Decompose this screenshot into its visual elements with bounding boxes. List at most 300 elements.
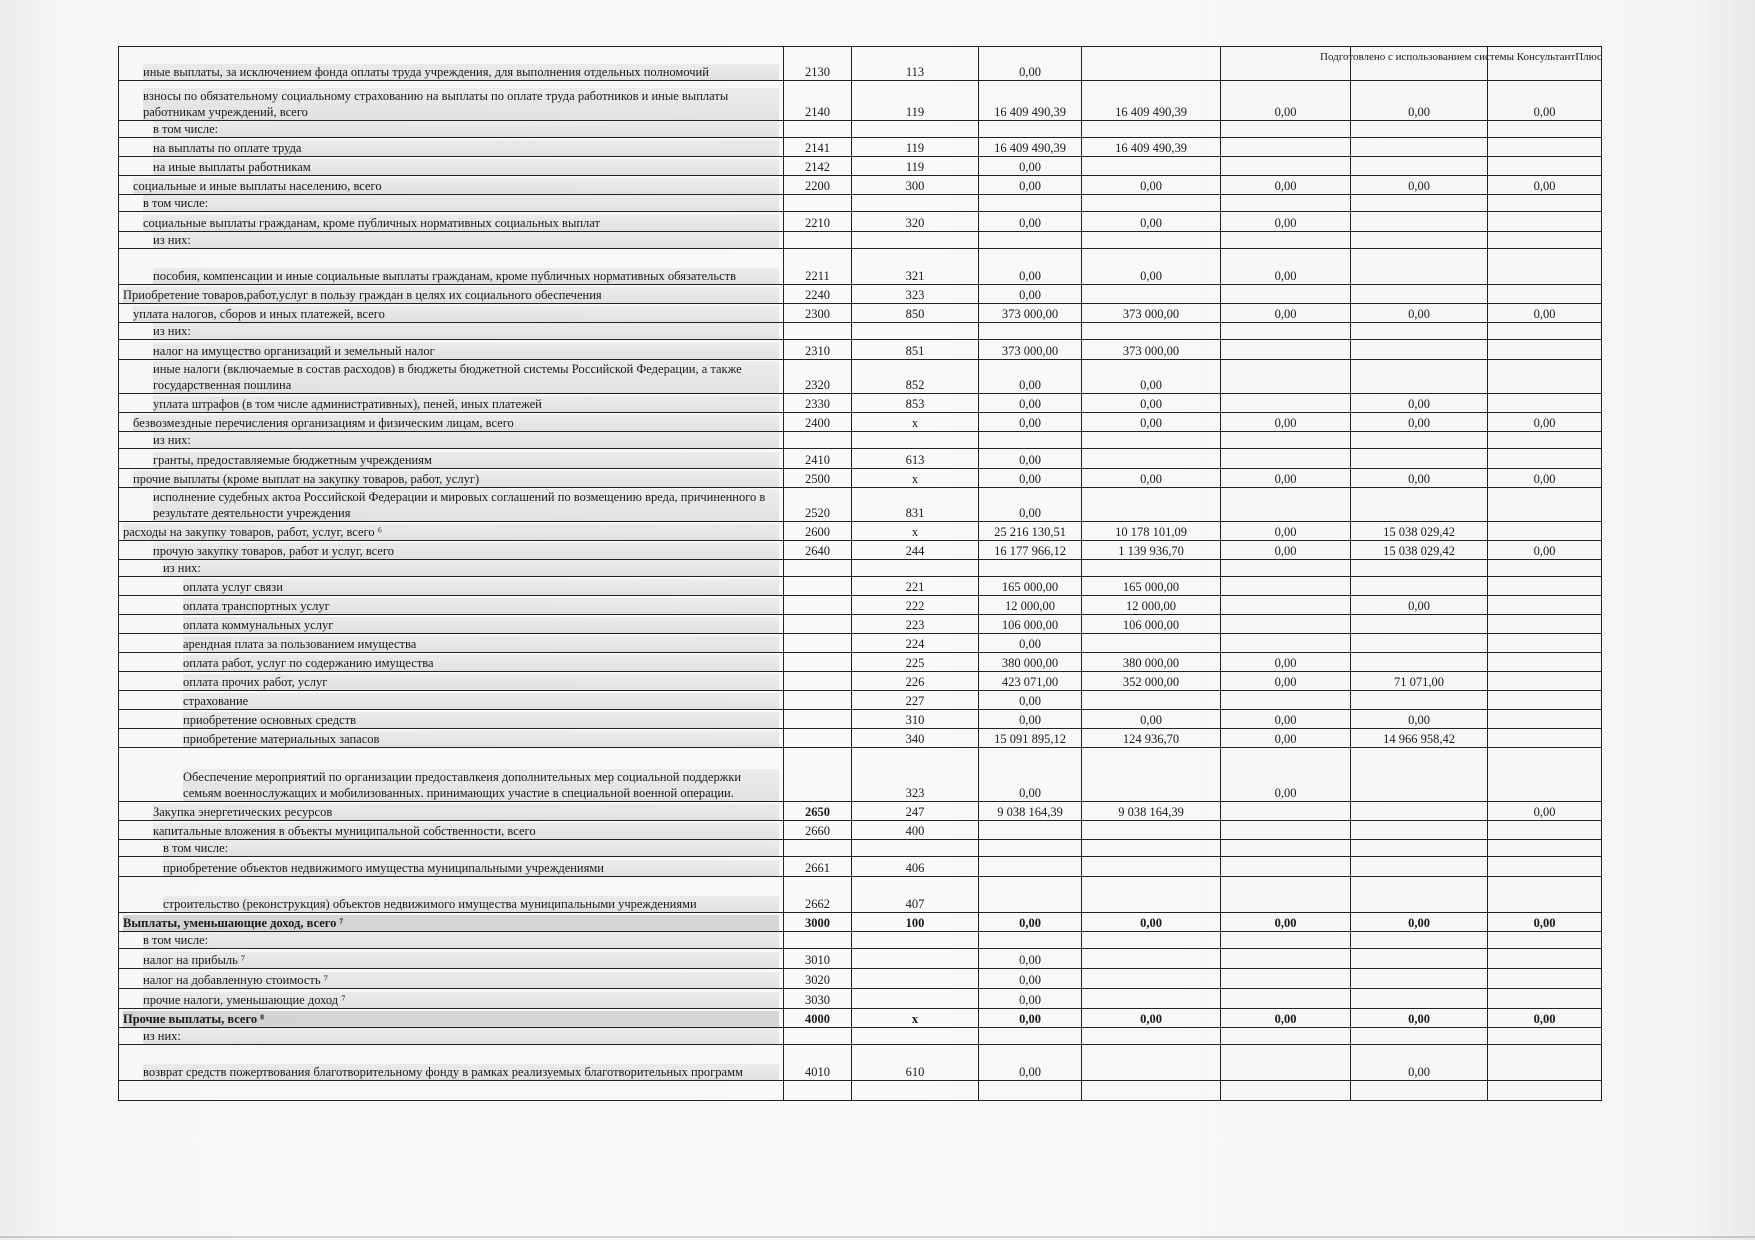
row-value-4 bbox=[1351, 232, 1488, 249]
row-value-1: 0,00 bbox=[979, 748, 1082, 802]
row-value-3 bbox=[1221, 121, 1351, 138]
row-value-5: 0,00 bbox=[1488, 802, 1602, 821]
row-name-cell bbox=[119, 748, 784, 802]
row-code: 2142 bbox=[784, 157, 852, 176]
row-code: 4010 bbox=[784, 1045, 852, 1081]
row-value-2: 352 000,00 bbox=[1082, 672, 1221, 691]
row-kosgu: 227 bbox=[852, 691, 979, 710]
row-value-4: 0,00 bbox=[1351, 394, 1488, 413]
scan-edge-line bbox=[0, 1236, 1755, 1238]
row-value-1 bbox=[979, 932, 1082, 949]
row-value-1: 380 000,00 bbox=[979, 653, 1082, 672]
row-name: прочие налоги, уменьшающие доход ⁷ bbox=[143, 992, 779, 1008]
row-value-4 bbox=[1351, 360, 1488, 394]
row-value-5: 0,00 bbox=[1488, 81, 1602, 121]
row-value-4 bbox=[1351, 488, 1488, 522]
row-value-1: 106 000,00 bbox=[979, 615, 1082, 634]
row-name-cell bbox=[119, 488, 784, 522]
row-value-2: 106 000,00 bbox=[1082, 615, 1221, 634]
table-row bbox=[119, 488, 1602, 522]
row-value-4 bbox=[1351, 840, 1488, 857]
row-name: из них: bbox=[153, 432, 779, 448]
row-value-2 bbox=[1082, 560, 1221, 577]
row-value-3 bbox=[1221, 802, 1351, 821]
row-value-2 bbox=[1082, 969, 1221, 989]
row-value-4: 0,00 bbox=[1351, 304, 1488, 323]
row-value-5 bbox=[1488, 1045, 1602, 1081]
table-row bbox=[119, 969, 1602, 989]
row-code: 2600 bbox=[784, 522, 852, 541]
row-value-2 bbox=[1082, 877, 1221, 913]
row-name: оплата работ, услуг по содержанию имущества bbox=[183, 655, 779, 671]
row-name-cell bbox=[119, 615, 784, 634]
row-code: 3000 bbox=[784, 913, 852, 932]
row-name: иные выплаты, за исключением фонда оплаты труда учреждения, для выполнения отдельных полномочий bbox=[143, 64, 779, 80]
row-value-5 bbox=[1488, 522, 1602, 541]
row-value-2 bbox=[1082, 821, 1221, 840]
row-value-4: 71 071,00 bbox=[1351, 672, 1488, 691]
row-value-4 bbox=[1351, 634, 1488, 653]
row-name-cell bbox=[119, 285, 784, 304]
row-name-cell bbox=[119, 138, 784, 157]
row-value-1 bbox=[979, 232, 1082, 249]
row-value-2 bbox=[1082, 949, 1221, 969]
row-value-3 bbox=[1221, 432, 1351, 449]
row-value-2 bbox=[1082, 1045, 1221, 1081]
row-value-1: 0,00 bbox=[979, 710, 1082, 729]
row-name-cell bbox=[119, 596, 784, 615]
row-name-cell bbox=[119, 81, 784, 121]
row-kosgu: 222 bbox=[852, 596, 979, 615]
row-value-3 bbox=[1221, 969, 1351, 989]
row-value-2 bbox=[1082, 157, 1221, 176]
row-value-3 bbox=[1221, 596, 1351, 615]
table-row bbox=[119, 360, 1602, 394]
row-value-3: 0,00 bbox=[1221, 469, 1351, 488]
table-row bbox=[119, 1009, 1602, 1028]
row-name: в том числе: bbox=[153, 121, 779, 137]
row-value-2: 0,00 bbox=[1082, 176, 1221, 195]
row-value-1: 0,00 bbox=[979, 634, 1082, 653]
row-name-cell bbox=[119, 360, 784, 394]
row-value-2: 373 000,00 bbox=[1082, 304, 1221, 323]
row-kosgu: 850 bbox=[852, 304, 979, 323]
row-value-4 bbox=[1351, 989, 1488, 1009]
row-code bbox=[784, 596, 852, 615]
row-value-2: 380 000,00 bbox=[1082, 653, 1221, 672]
row-value-5 bbox=[1488, 394, 1602, 413]
row-value-4: 0,00 bbox=[1351, 176, 1488, 195]
row-code: 2300 bbox=[784, 304, 852, 323]
row-value-4 bbox=[1351, 121, 1488, 138]
row-value-5 bbox=[1488, 949, 1602, 969]
row-name: гранты, предоставляемые бюджетным учреждениям bbox=[153, 452, 779, 468]
row-code bbox=[784, 932, 852, 949]
row-value-5 bbox=[1488, 577, 1602, 596]
row-value-3 bbox=[1221, 577, 1351, 596]
row-value-5 bbox=[1488, 121, 1602, 138]
row-value-5 bbox=[1488, 729, 1602, 748]
row-value-3: 0,00 bbox=[1221, 1009, 1351, 1028]
row-value-2: 0,00 bbox=[1082, 394, 1221, 413]
row-value-4: 14 966 958,42 bbox=[1351, 729, 1488, 748]
row-name-cell bbox=[119, 232, 784, 249]
row-name-cell bbox=[119, 469, 784, 488]
row-value-1: 373 000,00 bbox=[979, 340, 1082, 360]
row-kosgu: 851 bbox=[852, 340, 979, 360]
row-value-3: 0,00 bbox=[1221, 81, 1351, 121]
row-name-cell bbox=[119, 304, 784, 323]
row-value-3: 0,00 bbox=[1221, 672, 1351, 691]
row-name-cell bbox=[119, 394, 784, 413]
row-name-cell bbox=[119, 877, 784, 913]
row-name: налог на добавленную стоимость ⁷ bbox=[143, 972, 779, 988]
row-value-5 bbox=[1488, 47, 1602, 81]
row-value-3 bbox=[1221, 488, 1351, 522]
table-row bbox=[119, 913, 1602, 932]
table-row bbox=[119, 729, 1602, 748]
row-name: прочую закупку товаров, работ и услуг, всего bbox=[153, 543, 779, 559]
row-value-2 bbox=[1082, 989, 1221, 1009]
row-name: прочие выплаты (кроме выплат на закупку товаров, работ, услуг) bbox=[133, 471, 779, 487]
row-value-4 bbox=[1351, 802, 1488, 821]
row-value-5 bbox=[1488, 672, 1602, 691]
row-value-3 bbox=[1221, 989, 1351, 1009]
row-value-5 bbox=[1488, 212, 1602, 232]
row-value-4 bbox=[1351, 1081, 1488, 1101]
row-kosgu bbox=[852, 1028, 979, 1045]
row-value-1: 0,00 bbox=[979, 989, 1082, 1009]
row-value-5 bbox=[1488, 932, 1602, 949]
row-value-5 bbox=[1488, 596, 1602, 615]
row-value-3: 0,00 bbox=[1221, 249, 1351, 285]
row-value-5: 0,00 bbox=[1488, 541, 1602, 560]
row-code: 2310 bbox=[784, 340, 852, 360]
row-value-2 bbox=[1082, 195, 1221, 212]
row-kosgu bbox=[852, 560, 979, 577]
row-name-cell bbox=[119, 449, 784, 469]
row-value-5 bbox=[1488, 615, 1602, 634]
row-value-1: 0,00 bbox=[979, 285, 1082, 304]
row-value-5 bbox=[1488, 821, 1602, 840]
row-value-5 bbox=[1488, 249, 1602, 285]
row-code: 2650 bbox=[784, 802, 852, 821]
row-kosgu: 321 bbox=[852, 249, 979, 285]
row-value-2 bbox=[1082, 449, 1221, 469]
row-value-5 bbox=[1488, 138, 1602, 157]
row-value-1 bbox=[979, 1028, 1082, 1045]
row-code bbox=[784, 1081, 852, 1101]
row-kosgu bbox=[852, 932, 979, 949]
row-name-cell bbox=[119, 560, 784, 577]
row-value-5: 0,00 bbox=[1488, 413, 1602, 432]
row-name: оплата коммунальных услуг bbox=[183, 617, 779, 633]
row-value-3: 0,00 bbox=[1221, 212, 1351, 232]
row-value-2: 0,00 bbox=[1082, 710, 1221, 729]
table-row bbox=[119, 989, 1602, 1009]
row-value-4 bbox=[1351, 340, 1488, 360]
row-code: 2640 bbox=[784, 541, 852, 560]
row-value-2: 9 038 164,39 bbox=[1082, 802, 1221, 821]
table-row bbox=[119, 877, 1602, 913]
row-name: в том числе: bbox=[143, 195, 779, 211]
row-name-cell bbox=[119, 432, 784, 449]
row-kosgu bbox=[852, 840, 979, 857]
row-kosgu: 831 bbox=[852, 488, 979, 522]
row-value-4: 15 038 029,42 bbox=[1351, 541, 1488, 560]
row-kosgu bbox=[852, 989, 979, 1009]
row-code bbox=[784, 840, 852, 857]
row-kosgu: 406 bbox=[852, 857, 979, 877]
row-kosgu: 223 bbox=[852, 615, 979, 634]
row-value-5 bbox=[1488, 653, 1602, 672]
table-row bbox=[119, 653, 1602, 672]
row-value-2: 0,00 bbox=[1082, 249, 1221, 285]
row-name-cell bbox=[119, 729, 784, 748]
row-value-1: 0,00 bbox=[979, 1045, 1082, 1081]
row-value-3: 0,00 bbox=[1221, 541, 1351, 560]
row-name-cell bbox=[119, 840, 784, 857]
row-code: 2140 bbox=[784, 81, 852, 121]
row-kosgu: 119 bbox=[852, 81, 979, 121]
row-code bbox=[784, 560, 852, 577]
row-value-4 bbox=[1351, 653, 1488, 672]
row-name-cell bbox=[119, 989, 784, 1009]
row-value-1: 16 409 490,39 bbox=[979, 81, 1082, 121]
row-value-2: 0,00 bbox=[1082, 913, 1221, 932]
row-value-1 bbox=[979, 1081, 1082, 1101]
row-value-5 bbox=[1488, 877, 1602, 913]
row-value-4 bbox=[1351, 47, 1488, 81]
row-name: расходы на закупку товаров, работ, услуг, всего ⁶ bbox=[123, 524, 779, 540]
row-value-3 bbox=[1221, 821, 1351, 840]
row-kosgu: 407 bbox=[852, 877, 979, 913]
row-value-3 bbox=[1221, 1081, 1351, 1101]
table-row bbox=[119, 394, 1602, 413]
row-kosgu: 244 bbox=[852, 541, 979, 560]
row-name: налог на имущество организаций и земельный налог bbox=[153, 343, 779, 359]
row-name-cell bbox=[119, 1045, 784, 1081]
row-kosgu: 852 bbox=[852, 360, 979, 394]
row-value-4 bbox=[1351, 615, 1488, 634]
row-value-3 bbox=[1221, 1028, 1351, 1045]
table-row bbox=[119, 249, 1602, 285]
row-value-3 bbox=[1221, 932, 1351, 949]
row-kosgu: 323 bbox=[852, 748, 979, 802]
table-row bbox=[119, 691, 1602, 710]
row-value-3 bbox=[1221, 285, 1351, 304]
table-row bbox=[119, 522, 1602, 541]
row-value-3 bbox=[1221, 138, 1351, 157]
table-row bbox=[119, 541, 1602, 560]
row-value-2 bbox=[1082, 285, 1221, 304]
table-row bbox=[119, 560, 1602, 577]
row-value-4 bbox=[1351, 249, 1488, 285]
row-kosgu bbox=[852, 232, 979, 249]
row-value-2 bbox=[1082, 1028, 1221, 1045]
row-value-2 bbox=[1082, 47, 1221, 81]
row-name-cell bbox=[119, 340, 784, 360]
row-value-5 bbox=[1488, 449, 1602, 469]
row-value-3 bbox=[1221, 323, 1351, 340]
table-row bbox=[119, 449, 1602, 469]
table-row bbox=[119, 285, 1602, 304]
row-value-1 bbox=[979, 121, 1082, 138]
row-value-4 bbox=[1351, 432, 1488, 449]
row-value-5 bbox=[1488, 748, 1602, 802]
row-value-5 bbox=[1488, 157, 1602, 176]
row-value-1: 0,00 bbox=[979, 212, 1082, 232]
row-kosgu: 323 bbox=[852, 285, 979, 304]
table-row bbox=[119, 857, 1602, 877]
row-value-5 bbox=[1488, 432, 1602, 449]
row-value-1: 0,00 bbox=[979, 969, 1082, 989]
table-row bbox=[119, 195, 1602, 212]
row-name-cell bbox=[119, 802, 784, 821]
row-code: 2211 bbox=[784, 249, 852, 285]
row-name: налог на прибыль ⁷ bbox=[143, 952, 779, 968]
row-value-2 bbox=[1082, 857, 1221, 877]
row-name: приобретение материальных запасов bbox=[183, 731, 779, 747]
table-row bbox=[119, 176, 1602, 195]
row-code bbox=[784, 615, 852, 634]
row-code: 2210 bbox=[784, 212, 852, 232]
row-name: Закупка энергетических ресурсов bbox=[153, 804, 779, 820]
row-value-3: 0,00 bbox=[1221, 729, 1351, 748]
row-value-1: 15 091 895,12 bbox=[979, 729, 1082, 748]
row-value-4 bbox=[1351, 285, 1488, 304]
row-value-3: 0,00 bbox=[1221, 913, 1351, 932]
row-value-3 bbox=[1221, 615, 1351, 634]
row-value-3 bbox=[1221, 857, 1351, 877]
row-value-5: 0,00 bbox=[1488, 469, 1602, 488]
row-name: оплата транспортных услуг bbox=[183, 598, 779, 614]
row-name: из них: bbox=[153, 232, 779, 248]
row-code bbox=[784, 653, 852, 672]
row-name: в том числе: bbox=[163, 840, 779, 856]
row-value-2 bbox=[1082, 323, 1221, 340]
row-name: арендная плата за пользованием имущества bbox=[183, 636, 779, 652]
row-kosgu: 853 bbox=[852, 394, 979, 413]
row-name-cell bbox=[119, 821, 784, 840]
row-value-1 bbox=[979, 877, 1082, 913]
row-value-2 bbox=[1082, 748, 1221, 802]
row-value-1: 165 000,00 bbox=[979, 577, 1082, 596]
row-name: страхование bbox=[183, 693, 779, 709]
row-code bbox=[784, 232, 852, 249]
row-value-2: 0,00 bbox=[1082, 212, 1221, 232]
row-code: 2660 bbox=[784, 821, 852, 840]
row-value-4: 15 038 029,42 bbox=[1351, 522, 1488, 541]
row-code: 3020 bbox=[784, 969, 852, 989]
row-value-5 bbox=[1488, 857, 1602, 877]
row-value-1 bbox=[979, 195, 1082, 212]
row-name-cell bbox=[119, 1028, 784, 1045]
row-kosgu: x bbox=[852, 469, 979, 488]
row-value-4 bbox=[1351, 857, 1488, 877]
row-code bbox=[784, 710, 852, 729]
row-name: безвозмездные перечисления организациям и физическим лицам, всего bbox=[133, 415, 779, 431]
row-code: 2200 bbox=[784, 176, 852, 195]
row-name: исполнение судебных актоа Российской Федерации и мировых соглашений по возмещению вреда, причиненного в результате деятельности учреждения bbox=[153, 489, 779, 521]
row-value-3 bbox=[1221, 195, 1351, 212]
table-row bbox=[119, 212, 1602, 232]
row-name-cell bbox=[119, 653, 784, 672]
row-value-4 bbox=[1351, 969, 1488, 989]
row-value-4: 0,00 bbox=[1351, 1045, 1488, 1081]
row-name: уплата штрафов (в том числе административных), пеней, иных платежей bbox=[153, 396, 779, 412]
table-row bbox=[119, 47, 1602, 81]
row-value-1: 16 409 490,39 bbox=[979, 138, 1082, 157]
row-kosgu: x bbox=[852, 413, 979, 432]
row-value-3: 0,00 bbox=[1221, 413, 1351, 432]
row-name: пособия, компенсации и иные социальные выплаты гражданам, кроме публичных нормативных обязательств bbox=[153, 268, 779, 284]
row-kosgu: 119 bbox=[852, 157, 979, 176]
row-value-3 bbox=[1221, 47, 1351, 81]
table-row bbox=[119, 340, 1602, 360]
row-code: 3010 bbox=[784, 949, 852, 969]
row-name-cell bbox=[119, 249, 784, 285]
row-kosgu bbox=[852, 1081, 979, 1101]
row-value-5 bbox=[1488, 710, 1602, 729]
row-name-cell bbox=[119, 691, 784, 710]
row-kosgu: 100 bbox=[852, 913, 979, 932]
row-kosgu: 221 bbox=[852, 577, 979, 596]
row-value-4 bbox=[1351, 195, 1488, 212]
table-body bbox=[119, 47, 1602, 1101]
table-row bbox=[119, 157, 1602, 176]
row-value-2 bbox=[1082, 121, 1221, 138]
row-value-3 bbox=[1221, 560, 1351, 577]
row-value-2: 16 409 490,39 bbox=[1082, 138, 1221, 157]
row-code: 2320 bbox=[784, 360, 852, 394]
row-code bbox=[784, 432, 852, 449]
row-name: приобретение объектов недвижимого имущества муниципальными учреждениями bbox=[163, 860, 779, 876]
row-value-2: 373 000,00 bbox=[1082, 340, 1221, 360]
row-value-2: 16 409 490,39 bbox=[1082, 81, 1221, 121]
row-value-1 bbox=[979, 857, 1082, 877]
row-value-5 bbox=[1488, 560, 1602, 577]
row-value-3: 0,00 bbox=[1221, 304, 1351, 323]
row-code: 2240 bbox=[784, 285, 852, 304]
row-name: возврат средств пожертвования благотворительному фонду в рамках реализуемых благотворительных программ bbox=[143, 1064, 779, 1080]
row-value-3 bbox=[1221, 634, 1351, 653]
row-value-3 bbox=[1221, 691, 1351, 710]
table-row bbox=[119, 469, 1602, 488]
row-kosgu: 224 bbox=[852, 634, 979, 653]
row-value-4: 0,00 bbox=[1351, 596, 1488, 615]
row-value-1: 0,00 bbox=[979, 1009, 1082, 1028]
row-code: 2410 bbox=[784, 449, 852, 469]
row-value-2 bbox=[1082, 1081, 1221, 1101]
row-kosgu: 613 bbox=[852, 449, 979, 469]
row-kosgu: 225 bbox=[852, 653, 979, 672]
row-value-2 bbox=[1082, 634, 1221, 653]
table-row bbox=[119, 932, 1602, 949]
row-code: 4000 bbox=[784, 1009, 852, 1028]
row-value-2: 165 000,00 bbox=[1082, 577, 1221, 596]
row-value-1 bbox=[979, 821, 1082, 840]
row-value-3 bbox=[1221, 1045, 1351, 1081]
table-row bbox=[119, 596, 1602, 615]
row-value-1: 12 000,00 bbox=[979, 596, 1082, 615]
row-name: оплата услуг связи bbox=[183, 579, 779, 595]
row-value-1: 0,00 bbox=[979, 47, 1082, 81]
row-name: Выплаты, уменьшающие доход, всего ⁷ bbox=[123, 915, 779, 931]
row-value-2: 124 936,70 bbox=[1082, 729, 1221, 748]
row-value-1: 16 177 966,12 bbox=[979, 541, 1082, 560]
row-value-4 bbox=[1351, 212, 1488, 232]
